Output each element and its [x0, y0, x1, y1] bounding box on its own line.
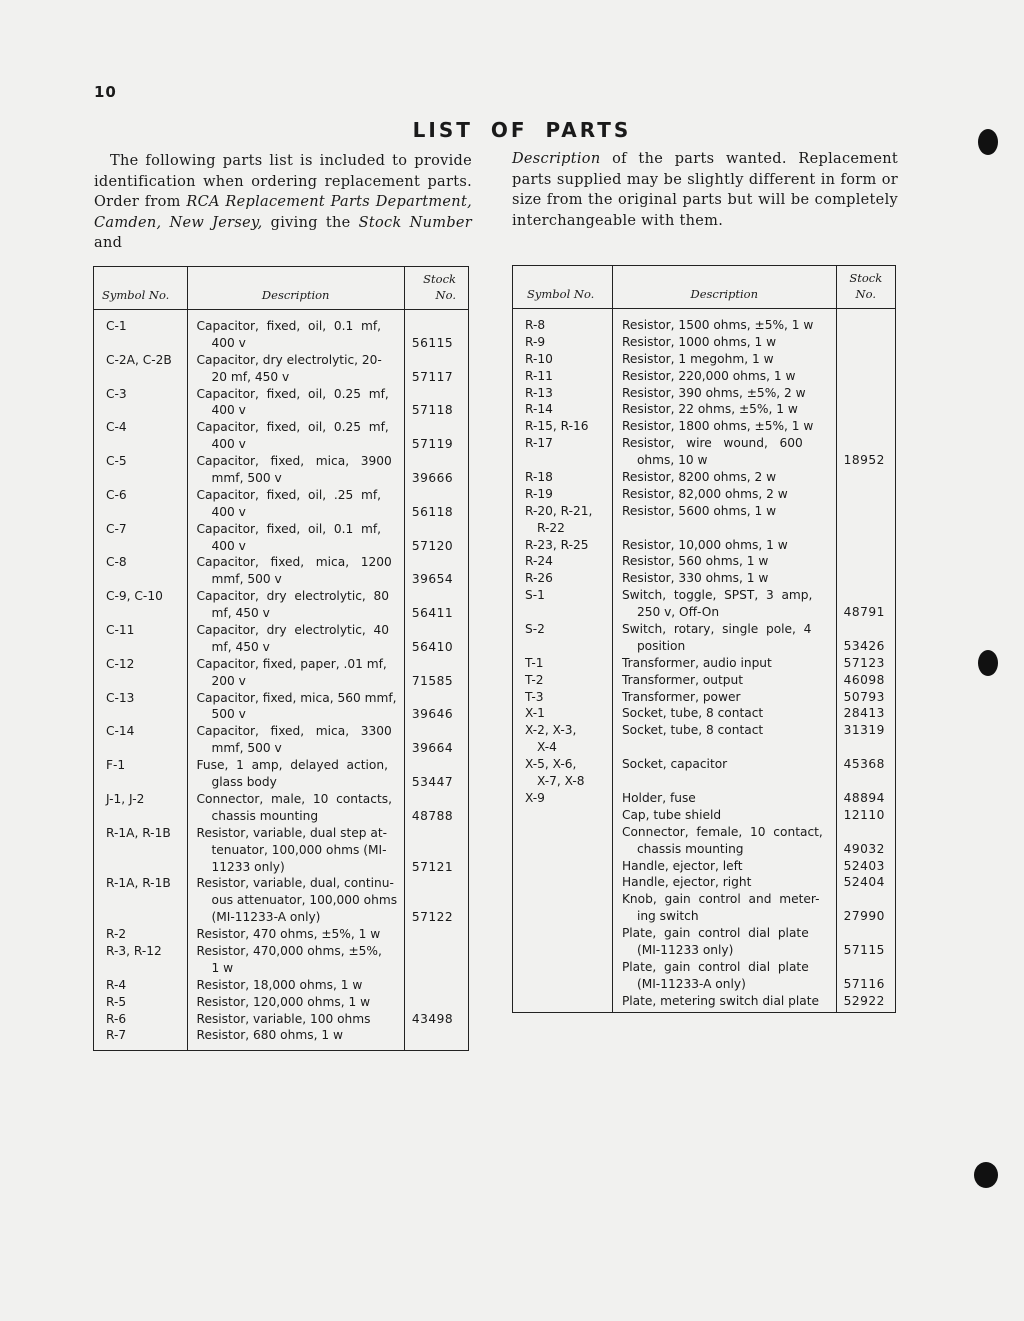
part-stock-number: 49032 [843, 841, 885, 856]
intro-italic: Stock Number [358, 214, 473, 231]
part-description: mmf, 500 v [211, 572, 282, 587]
part-symbol: R-3, R-12 [106, 943, 162, 958]
part-stock-number [405, 977, 468, 994]
part-stock-number: 57117 [411, 369, 454, 384]
part-stock-number [837, 739, 895, 756]
intro-text: The following parts list is included to provide identification when ordering replacement parts. Order from [94, 153, 472, 210]
part-stock-number: 57118 [411, 403, 454, 418]
part-symbol: C-9, C-10 [106, 589, 163, 604]
part-symbol: C-7 [106, 521, 127, 536]
part-description [613, 773, 836, 790]
part-symbol: R-26 [525, 571, 553, 586]
part-symbol [513, 925, 612, 942]
part-stock-number: 71585 [411, 673, 454, 688]
part-stock-number [837, 773, 895, 790]
part-symbol [94, 706, 187, 723]
stock-header-line: Stock [849, 271, 883, 285]
part-symbol: C-6 [106, 487, 127, 502]
part-stock-number: 48791 [843, 605, 885, 620]
part-stock-number: 52404 [843, 875, 885, 890]
description-column [187, 310, 404, 1051]
stock-header [836, 266, 895, 309]
part-stock-number [837, 824, 895, 841]
part-symbol [513, 824, 612, 841]
part-stock-number [405, 875, 468, 892]
stock-header-line: Stock [423, 272, 456, 286]
part-stock-number [405, 994, 468, 1011]
part-description: Transformer, audio input [621, 655, 772, 670]
page-number: 10 [94, 83, 117, 101]
part-symbol [513, 638, 612, 655]
part-stock-number [837, 385, 895, 402]
part-description: 1 w [211, 960, 234, 975]
part-stock-number: 57115 [843, 942, 885, 957]
part-stock-number [405, 825, 468, 842]
part-description: Handle, ejector, left [621, 858, 743, 873]
part-symbol [513, 976, 612, 993]
part-stock-number: 52922 [843, 993, 885, 1008]
part-description: Switch, toggle, SPST, 3 amp, [621, 588, 813, 603]
part-symbol: X-5, X-6, [525, 757, 577, 772]
part-symbol [94, 369, 187, 386]
part-stock-number [837, 503, 895, 520]
part-symbol: X-4 [537, 740, 557, 755]
part-stock-number: 50793 [843, 689, 885, 704]
part-symbol: T-1 [525, 655, 544, 670]
part-symbol: R-19 [525, 486, 553, 501]
part-symbol [94, 740, 187, 757]
part-symbol [513, 807, 612, 824]
intro-text: giving the [262, 214, 359, 231]
part-description: (MI-11233-A only) [636, 976, 746, 991]
part-description: Cap, tube shield [621, 807, 722, 822]
part-stock-number: 53426 [843, 638, 885, 653]
part-symbol [513, 993, 612, 1010]
part-stock-number: 43498 [411, 1011, 454, 1026]
part-description: mmf, 500 v [211, 741, 282, 756]
part-stock-number: 57116 [843, 976, 885, 991]
part-stock-number: 57119 [411, 437, 454, 452]
part-symbol: R-15, R-16 [525, 419, 589, 434]
part-description: Capacitor, dry electrolytic, 20- [196, 352, 382, 367]
part-description: Resistor, 82,000 ohms, 2 w [621, 486, 788, 501]
part-stock-number [837, 570, 895, 587]
part-symbol [94, 402, 187, 419]
part-stock-number [405, 386, 468, 403]
part-symbol [94, 605, 187, 622]
part-symbol: R-13 [525, 385, 553, 400]
part-description: glass body [211, 775, 277, 790]
part-symbol [94, 859, 187, 876]
part-symbol [94, 571, 187, 588]
part-stock-number: 56115 [411, 335, 454, 350]
stock-header [404, 267, 468, 310]
part-stock-number [837, 469, 895, 486]
part-symbol [513, 959, 612, 976]
part-description: 20 mf, 450 v [211, 369, 290, 384]
part-description: Resistor, 1 megohm, 1 w [621, 351, 774, 366]
part-description: Resistor, 10,000 ohms, 1 w [621, 537, 788, 552]
part-description: Capacitor, fixed, mica, 3900 [196, 454, 392, 469]
part-description: Socket, capacitor [621, 757, 728, 772]
symbol-header: Symbol No. [513, 266, 613, 309]
part-stock-number [405, 926, 468, 943]
part-symbol: R-23, R-25 [525, 537, 589, 552]
part-stock-number: 56118 [411, 504, 454, 519]
part-symbol: C-1 [106, 319, 127, 333]
part-stock-number: 56411 [411, 606, 454, 621]
part-description: Capacitor, fixed, mica, 3300 [196, 724, 392, 739]
part-description: Switch, rotary, single pole, 4 [621, 622, 812, 637]
part-description: 11233 only) [211, 859, 285, 874]
part-description: Capacitor, fixed, paper, .01 mf, [196, 656, 387, 671]
part-description: Capacitor, fixed, oil, 0.25 mf, [196, 386, 389, 401]
part-description: 400 v [211, 504, 246, 519]
part-symbol: F-1 [106, 758, 126, 773]
part-description: 400 v [211, 403, 246, 418]
part-description: Socket, tube, 8 contact [621, 706, 764, 721]
part-description: Transformer, output [621, 672, 744, 687]
part-stock-number: 52403 [843, 858, 885, 873]
part-description: Resistor, 560 ohms, 1 w [621, 554, 769, 569]
part-description: 400 v [211, 437, 246, 452]
part-stock-number [837, 891, 895, 908]
intro-text: and [94, 235, 123, 251]
intro-text: of the parts wanted. Replacement parts supplied may be slightly different in form or size from the original parts but will be completely interchangeable with them. [512, 151, 898, 229]
part-stock-number: 53447 [411, 775, 454, 790]
part-description: Resistor, variable, dual step at- [196, 825, 388, 840]
part-symbol [513, 858, 612, 875]
part-symbol: R-20, R-21, [525, 503, 593, 518]
part-description: Capacitor, fixed, oil, 0.25 mf, [196, 420, 389, 435]
part-symbol: R-11 [525, 368, 553, 383]
parts-table-right [512, 265, 896, 1013]
part-symbol [94, 470, 187, 487]
intro-italic: Description [512, 151, 601, 167]
part-stock-number [405, 352, 468, 369]
part-description: Resistor, 680 ohms, 1 w [196, 1028, 343, 1043]
part-description: position [636, 638, 686, 653]
part-stock-number [837, 401, 895, 418]
part-description: 250 v, Off-On [636, 605, 720, 620]
part-stock-number [405, 690, 468, 707]
part-stock-number: 27990 [843, 909, 885, 924]
part-stock-number: 48894 [843, 790, 885, 805]
part-stock-number [837, 317, 895, 334]
part-symbol: R-2 [106, 927, 127, 942]
part-description: 400 v [211, 335, 246, 350]
symbol-column [513, 309, 613, 1013]
part-symbol: R-8 [525, 318, 546, 332]
description-header: Description [187, 267, 404, 310]
part-description: Capacitor, fixed, oil, 0.1 mf, [196, 521, 382, 536]
part-description: Capacitor, fixed, mica, 1200 [196, 555, 392, 570]
part-description: chassis mounting [636, 841, 744, 856]
part-description: ous attenuator, 100,000 ohms [211, 893, 398, 908]
part-symbol: R-10 [525, 351, 553, 366]
part-stock-number: 45368 [843, 757, 885, 772]
part-stock-number [837, 435, 895, 452]
part-symbol [513, 908, 612, 925]
parts-table-left [93, 266, 469, 1051]
part-description [613, 520, 836, 537]
part-symbol [513, 874, 612, 891]
part-description: Resistor, 1000 ohms, 1 w [621, 334, 777, 349]
part-stock-number [405, 960, 468, 977]
part-symbol: C-13 [106, 690, 135, 705]
part-stock-number [837, 925, 895, 942]
part-symbol: R-9 [525, 334, 546, 349]
part-description: Resistor, 22 ohms, ±5%, 1 w [621, 402, 798, 417]
part-symbol: R-18 [525, 470, 553, 485]
part-description: Resistor, 220,000 ohms, 1 w [621, 368, 796, 383]
symbol-column [94, 310, 188, 1051]
stock-header-line: No. [855, 287, 876, 301]
part-stock-number [405, 943, 468, 960]
part-symbol [513, 452, 612, 469]
part-description: Resistor, variable, 100 ohms [196, 1011, 371, 1026]
part-description: 200 v [211, 673, 246, 688]
part-description [613, 739, 836, 756]
part-stock-number [837, 351, 895, 368]
part-stock-number: 48788 [411, 808, 454, 823]
stock-column [836, 309, 895, 1013]
part-symbol: R-7 [106, 1028, 127, 1043]
page-title: LIST OF PARTS [412, 118, 632, 142]
part-description: Capacitor, fixed, mica, 560 mmf, [196, 690, 397, 705]
part-description: mmf, 500 v [211, 471, 282, 486]
part-description: Plate, metering switch dial plate [621, 993, 820, 1008]
part-stock-number [837, 418, 895, 435]
part-description: 500 v [211, 707, 246, 722]
part-symbol [513, 942, 612, 959]
part-symbol: C-2A, C-2B [106, 352, 172, 367]
part-symbol: S-2 [525, 622, 545, 637]
part-stock-number [405, 791, 468, 808]
part-symbol [94, 808, 187, 825]
part-symbol [94, 960, 187, 977]
part-symbol: R-4 [106, 977, 127, 992]
intro-text-left [94, 151, 472, 254]
part-symbol [513, 891, 612, 908]
part-description: mf, 450 v [211, 606, 270, 621]
part-stock-number [837, 537, 895, 554]
part-symbol [94, 673, 187, 690]
part-stock-number [405, 521, 468, 538]
part-stock-number [837, 553, 895, 570]
part-stock-number: 46098 [843, 672, 885, 687]
part-description: Knob, gain control and meter- [621, 892, 820, 907]
part-symbol [94, 842, 187, 859]
description-column [612, 309, 836, 1013]
part-symbol: R-1A, R-1B [106, 876, 171, 891]
part-symbol: X-7, X-8 [537, 774, 585, 789]
part-symbol: R-24 [525, 554, 553, 569]
part-symbol: T-3 [525, 689, 544, 704]
part-symbol: C-8 [106, 555, 127, 570]
part-description: Resistor, 470,000 ohms, ±5%, [196, 943, 382, 958]
part-stock-number [837, 334, 895, 351]
part-stock-number: 39646 [411, 707, 454, 722]
part-description: Resistor, 18,000 ohms, 1 w [196, 977, 363, 992]
part-description: Resistor, 120,000 ohms, 1 w [196, 994, 371, 1009]
part-symbol: T-2 [525, 672, 544, 687]
part-symbol: C-4 [106, 420, 127, 435]
part-stock-number: 28413 [843, 706, 885, 721]
part-symbol [94, 436, 187, 453]
part-stock-number: 18952 [843, 453, 885, 468]
part-stock-number [405, 892, 468, 909]
part-symbol: R-1A, R-1B [106, 825, 171, 840]
intro-italic: RCA Replacement Parts Department, Camden, New Jersey, [94, 194, 472, 231]
part-description: Resistor, 1500 ohms, ±5%, 1 w [621, 318, 814, 332]
part-description: Connector, female, 10 contact, [621, 824, 823, 839]
part-stock-number [405, 757, 468, 774]
part-symbol: J-1, J-2 [106, 791, 145, 806]
part-symbol [94, 335, 187, 352]
binder-hole-dot [978, 129, 998, 155]
part-symbol [513, 841, 612, 858]
part-stock-number [405, 487, 468, 504]
part-stock-number [405, 622, 468, 639]
part-description: Resistor, wire wound, 600 [621, 436, 803, 451]
part-description: Resistor, 390 ohms, ±5%, 2 w [621, 385, 806, 400]
part-symbol [513, 604, 612, 621]
part-stock-number [405, 419, 468, 436]
part-symbol [94, 774, 187, 791]
part-symbol: R-22 [537, 520, 565, 535]
part-symbol [94, 639, 187, 656]
part-description: Resistor, 5600 ohms, 1 w [621, 503, 777, 518]
part-description: Resistor, variable, dual, continu- [196, 876, 394, 891]
part-symbol: C-5 [106, 454, 127, 469]
part-description: Capacitor, fixed, oil, 0.1 mf, [196, 319, 382, 333]
intro-text-right [512, 149, 898, 231]
part-description: (MI-11233 only) [636, 942, 734, 957]
part-stock-number [405, 453, 468, 470]
part-stock-number [405, 588, 468, 605]
binder-hole-dot [978, 650, 998, 676]
symbol-header: Symbol No. [94, 267, 188, 310]
part-symbol: C-11 [106, 623, 135, 638]
part-description: 400 v [211, 538, 246, 553]
part-description: Capacitor, dry electrolytic, 80 [196, 589, 390, 604]
part-stock-number: 57120 [411, 538, 454, 553]
part-stock-number: 57122 [411, 910, 454, 925]
part-description: ohms, 10 w [636, 453, 708, 468]
part-stock-number [405, 554, 468, 571]
part-description: Handle, ejector, right [621, 875, 752, 890]
part-symbol [94, 504, 187, 521]
part-stock-number: 39666 [411, 471, 454, 486]
part-description: Fuse, 1 amp, delayed action, [196, 758, 388, 773]
part-description: Resistor, 1800 ohms, ±5%, 1 w [621, 419, 814, 434]
part-description: Transformer, power [621, 689, 741, 704]
part-symbol: R-17 [525, 436, 553, 451]
part-symbol: X-1 [525, 706, 545, 721]
part-stock-number [837, 621, 895, 638]
part-stock-number [405, 842, 468, 859]
part-stock-number [405, 318, 468, 335]
part-stock-number: 12110 [843, 807, 885, 822]
part-symbol: S-1 [525, 588, 545, 603]
part-description: (MI-11233-A only) [211, 910, 321, 925]
part-stock-number: 31319 [843, 723, 885, 738]
part-stock-number [405, 1027, 468, 1044]
part-description: Connector, male, 10 contacts, [196, 791, 392, 806]
part-stock-number: 56410 [411, 639, 454, 654]
part-stock-number: 39654 [411, 572, 454, 587]
description-header: Description [612, 266, 836, 309]
part-symbol: X-2, X-3, [525, 723, 577, 738]
part-symbol [94, 909, 187, 926]
part-description: Socket, tube, 8 contact [621, 723, 764, 738]
part-stock-number [837, 520, 895, 537]
part-description: chassis mounting [211, 808, 319, 823]
part-description: Resistor, 470 ohms, ±5%, 1 w [196, 927, 381, 942]
part-stock-number [405, 656, 468, 673]
part-symbol: C-3 [106, 386, 127, 401]
part-description: Capacitor, fixed, oil, .25 mf, [196, 487, 382, 502]
part-symbol: C-14 [106, 724, 135, 739]
part-symbol: R-6 [106, 1011, 127, 1026]
part-symbol: R-5 [106, 994, 127, 1009]
part-symbol [94, 538, 187, 555]
stock-header-line: No. [435, 288, 456, 302]
part-stock-number [837, 368, 895, 385]
part-stock-number: 39664 [411, 741, 454, 756]
part-description: ing switch [636, 909, 699, 924]
part-description: Resistor, 330 ohms, 1 w [621, 571, 769, 586]
part-stock-number [405, 723, 468, 740]
part-description: Resistor, 8200 ohms, 2 w [621, 470, 777, 485]
part-symbol [94, 892, 187, 909]
part-description: Plate, gain control dial plate [621, 926, 809, 941]
stock-column [404, 310, 468, 1051]
part-stock-number: 57123 [843, 655, 885, 670]
part-description: mf, 450 v [211, 639, 270, 654]
part-description: tenuator, 100,000 ohms (MI- [211, 842, 387, 857]
part-symbol: R-14 [525, 402, 553, 417]
part-description: Plate, gain control dial plate [621, 959, 809, 974]
part-symbol: C-12 [106, 656, 135, 671]
part-stock-number [837, 959, 895, 976]
binder-hole-dot [974, 1162, 998, 1188]
part-symbol: X-9 [525, 790, 545, 805]
part-description: Capacitor, dry electrolytic, 40 [196, 623, 390, 638]
part-description: Holder, fuse [621, 790, 696, 805]
part-stock-number [837, 587, 895, 604]
part-stock-number: 57121 [411, 859, 454, 874]
part-stock-number [837, 486, 895, 503]
